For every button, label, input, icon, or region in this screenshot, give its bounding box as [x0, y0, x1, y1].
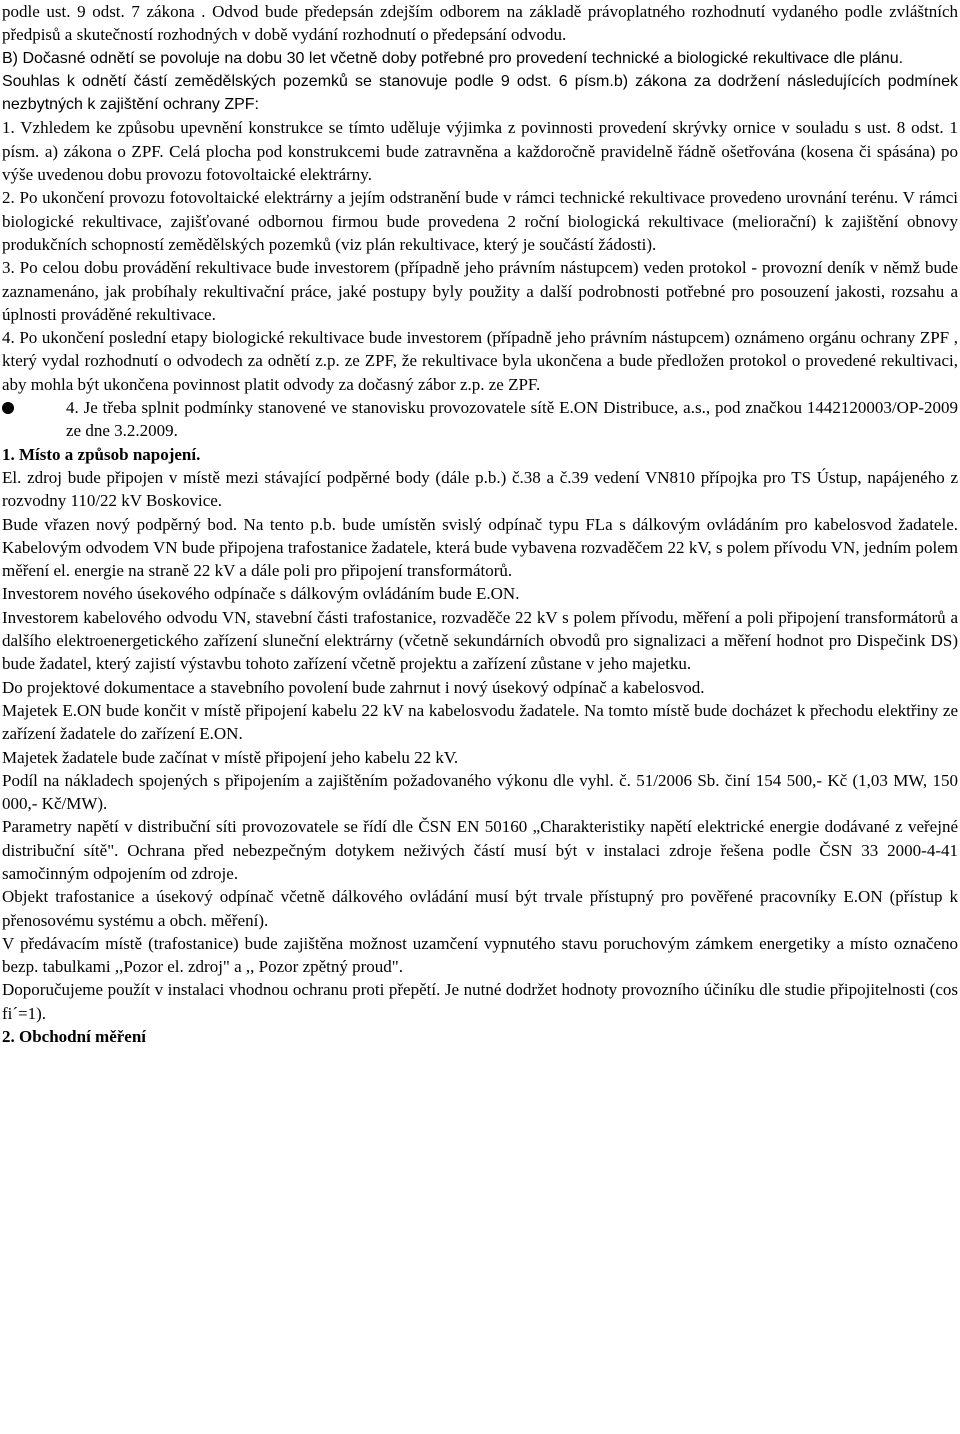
condition-4: 4. Po ukončení poslední etapy biologické rekultivace bude investorem (případně jeho právním nástupcem) oznámeno orgánu ochrany ZPF , který vydal rozhodnutí o odvodech za odnětí z.p. ze ZPF, že rekultivace byla ukončena a bude předložen protokol o provedené rekultivaci, aby mohla být ukončena povinnost platit odvody za dočasný zábor z.p. ze ZPF. [2, 328, 958, 394]
paragraph-majetek-zadatele: Majetek žadatele bude začínat v místě připojení jeho kabelu 22 kV. [2, 747, 459, 767]
paragraph-doporuceni: Doporučujeme použít v instalaci vhodnou ochranu proti přepětí. Je nutné dodržet hodnoty provozního účiníku dle studie připojitelnosti (cos fi´=1). [2, 980, 958, 1023]
paragraph-objekt-trafostanice: Objekt trafostanice a úsekový odpínač včetně dálkového ovládání musí být trvale přístupný pro pověřené pracovníky E.ON (přístup k přenosovému systému a obch. měření). [2, 887, 958, 930]
bullet-condition-text: 4. Je třeba splnit podmínky stanovené ve stanovisku provozovatele sítě E.ON Distribuce, a.s., pod značkou 1442120003/OP-2009 ze dne 3.2.2009. [66, 398, 958, 441]
bullet-condition [2, 396, 958, 443]
paragraph-majetek-eon: Majetek E.ON bude končit v místě připojení kabelu 22 kV na kabelosvodu žadatele. Na tomto místě bude docházet k přechodu elektřiny ze zařízení žadatele do zařízení E.ON. [2, 700, 958, 744]
paragraph-odvod: podle ust. 9 odst. 7 zákona . Odvod bude předepsán zdejším odborem na základě právoplatného rozhodnutí vydaného podle zvláštních předpisů a skutečností rozhodných v době vydání rozhodnutí o předepsání odvodu. [2, 2, 958, 45]
paragraph-investor-odpinace: Investorem nového úsekového odpínače s dálkovým ovládáním bude E.ON. [2, 584, 520, 604]
paragraph-parametry-napeti: Parametry napětí v distribuční síti provozovatele se řídí dle ČSN EN 50160 „Charakteristiky napětí elektrické energie dodávané z veřejné distribuční sítě". Ochrana před nebezpečným dotykem neživých částí musí být v instalaci zdroje řešena podle ČSN 33 2000-4-41 samočinným odpojením od zdroje. [2, 817, 958, 883]
paragraph-predavaci-misto: V předávacím místě (trafostanice) bude zajištěna možnost uzamčení vypnutého stavu poruchovým zámkem energetiky a místo označeno bezp. tabulkami ,,Pozor el. zdroj" a ,, Pozor zpětný proud". [2, 933, 958, 977]
paragraph-podperny-bod: Bude vřazen nový podpěrný bod. Na tento p.b. bude umístěn svislý odpínač typu FLa s dálkovým ovládáním pro kabelosvod žadatele. Kabelovým odvodem VN bude připojena trafostanice žadatele, která bude vybavena rozvaděčem 22 kV, s polem přívodu VN, jedním polem měření el. energie na straně 22 kV a dále poli pro připojení transformátorů. [2, 514, 958, 581]
condition-2: 2. Po ukončení provozu fotovoltaické elektrárny a jejím odstranění bude v rámci technické rekultivace provedeno urovnání terénu. V rámci biologické rekultivace, zajišťované odbornou firmou bude provedena 2 roční biologická rekultivace (meliorační) k zajištění obnovy produkčních schopností zemědělských pozemků (viz plán rekultivace, který je součástí žádosti). [2, 188, 958, 254]
filled-circle-bullet-icon [2, 402, 14, 414]
section-heading-obchodni-mereni: 2. Obchodní měření [2, 1027, 147, 1047]
condition-1: 1. Vzhledem ke způsobu upevnění konstrukce se tímto uděluje výjimka z povinnosti provedení skrývky ornice v souladu s ust. 8 odst. 1 písm. a) zákona o ZPF. Celá plocha pod konstrukcemi bude zatravněna a každoročně pravidelně řádně ošetřována (kosena či spásána) po výše uvedenou dobu provozu fotovoltaické elektrárny. [2, 118, 958, 185]
paragraph-docasne-odneti: B) Dočasné odnětí se povoluje na dobu 30 let včetně doby potřebné pro provedení technické a biologické rekultivace dle plánu. [2, 49, 904, 67]
paragraph-projektova-dokumentace: Do projektové dokumentace a stavebního povolení bude zahrnut i nový úsekový odpínač a kabelosvod. [2, 677, 705, 697]
paragraph-souhlas: Souhlas k odnětí částí zemědělských pozemků se stanovuje podle 9 odst. 6 písm.b) zákona za dodržení následujících podmínek nezbytných k zajištění ochrany ZPF: [2, 72, 958, 114]
paragraph-el-zdroj: El. zdroj bude připojen v místě mezi stávající podpěrné body (dále p.b.) č.38 a č.39 vedení VN810 přípojka pro TS Ústup, napájeného z rozvodny 110/22 kV Boskovice. [2, 467, 958, 511]
paragraph-investor-kabeloveho-odvodu: Investorem kabelového odvodu VN, stavební části trafostanice, rozvaděče 22 kV s polem přívodu, měření a poli připojení transformátorů a dalšího elektroenergetického zařízení sluneční elektrárny (včetně sekundárních obvodů pro signalizaci a měření hodnot pro Dispečink DS) bude žadatel, který zajistí výstavbu tohoto zařízení včetně projektu a zařízení zůstane v jeho majetku. [2, 607, 958, 674]
condition-3: 3. Po celou dobu provádění rekultivace bude investorem (případně jeho právním nástupcem) veden protokol - provozní deník v němž bude zaznamenáno, jak probíhaly rekultivační práce, jaké postupy byly použity a další podrobnosti potřebné pro posouzení jakosti, rozsahu a úplnosti prováděné rekultivace. [2, 258, 958, 324]
section-heading-misto-napojeni: 1. Místo a způsob napojení. [2, 444, 201, 464]
paragraph-podil-na-nakladech: Podíl na nákladech spojených s připojením a zajištěním požadovaného výkonu dle vyhl. č. 51/2006 Sb. činí 154 500,- Kč (1,03 MW, 150 000,- Kč/MW). [2, 770, 958, 814]
